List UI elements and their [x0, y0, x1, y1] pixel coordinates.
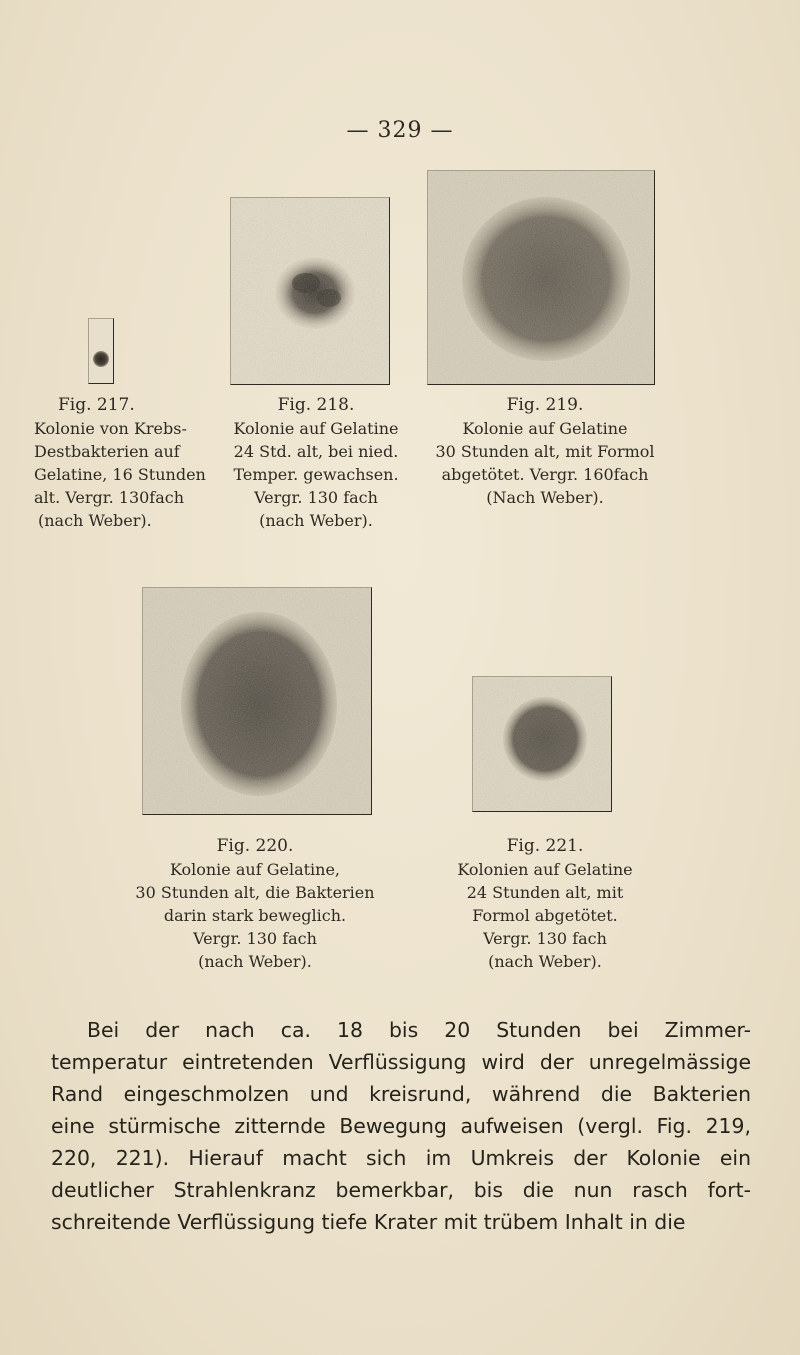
fig-221-caption	[430, 835, 660, 973]
fig-218-caption-line: Kolonie auf Gelatine	[233, 419, 399, 438]
fig-217-caption-line: (nach Weber).	[38, 511, 152, 530]
fig-217-caption-line: alt. Vergr. 130fach	[34, 488, 185, 507]
fig-220-caption-line: Kolonie auf Gelatine,	[169, 860, 341, 879]
page-number: — 329 —	[346, 118, 454, 143]
body-paragraph	[51, 1014, 751, 1238]
body-line: Bei der nach ca. 18 bis 20 Stunden bei Zimmer-	[87, 1018, 751, 1042]
fig-221-label: Fig. 221.	[506, 836, 584, 856]
fig-221-image	[472, 676, 612, 812]
fig-221-caption-line: (nach Weber).	[488, 952, 602, 971]
fig-220-caption	[130, 835, 380, 973]
fig-217-caption-line: Kolonie von Krebs-	[34, 419, 187, 438]
fig-220-label: Fig. 220.	[216, 836, 294, 856]
body-line: eine stürmische zitternde Bewegung aufweisen (vergl. Fig. 219,	[51, 1114, 751, 1138]
fig-219-caption	[420, 394, 670, 509]
fig-217-caption-line: Destbakterien auf	[34, 442, 180, 461]
fig-221-caption-line: Formol abgetötet.	[472, 906, 618, 925]
fig-218-caption-line: 24 Std. alt, bei nied.	[233, 442, 399, 461]
fig-218-caption-line: Vergr. 130 fach	[254, 488, 378, 507]
fig-217-caption	[34, 394, 224, 532]
fig-219-image	[427, 170, 655, 385]
body-line: 220, 221). Hierauf macht sich im Umkreis der Kolonie ein	[51, 1146, 751, 1170]
fig-219-label: Fig. 219.	[506, 395, 584, 415]
fig-218-label: Fig. 218.	[277, 395, 355, 415]
fig-219-caption-line: abgetötet. Vergr. 160fach	[441, 465, 649, 484]
fig-217-label: Fig. 217.	[58, 395, 135, 415]
fig-221-caption-line: Vergr. 130 fach	[483, 929, 607, 948]
fig-220-caption-line: 30 Stunden alt, die Bakterien	[135, 883, 375, 902]
fig-220-caption-line: Vergr. 130 fach	[193, 929, 317, 948]
fig-218-caption-line: Temper. gewachsen.	[233, 465, 399, 484]
body-line: Rand eingeschmolzen und kreisrund, während die Bakterien	[51, 1082, 751, 1106]
fig-217-image	[88, 318, 114, 384]
fig-219-caption-line: Kolonie auf Gelatine	[462, 419, 628, 438]
fig-219-caption-line: 30 Stunden alt, mit Formol	[435, 442, 655, 461]
fig-217-caption-line: Gelatine, 16 Stunden	[34, 465, 206, 484]
fig-218-caption-line: (nach Weber).	[259, 511, 373, 530]
fig-220-caption-line: (nach Weber).	[198, 952, 312, 971]
fig-219-caption-line: (Nach Weber).	[486, 488, 604, 507]
body-line: temperatur eintretenden Verflüssigung wird der unregelmässige	[51, 1050, 751, 1074]
fig-221-caption-line: 24 Stunden alt, mit	[466, 883, 624, 902]
fig-218-image	[230, 197, 390, 385]
body-line: schreitende Verflüssigung tiefe Krater mit trübem Inhalt in die	[51, 1210, 686, 1234]
fig-221-caption-line: Kolonien auf Gelatine	[457, 860, 633, 879]
fig-218-caption	[226, 394, 406, 532]
fig-220-image	[142, 587, 372, 815]
fig-220-caption-line: darin stark beweglich.	[163, 906, 347, 925]
body-line: deutlicher Strahlenkranz bemerkbar, bis die nun rasch fort-	[51, 1178, 751, 1202]
